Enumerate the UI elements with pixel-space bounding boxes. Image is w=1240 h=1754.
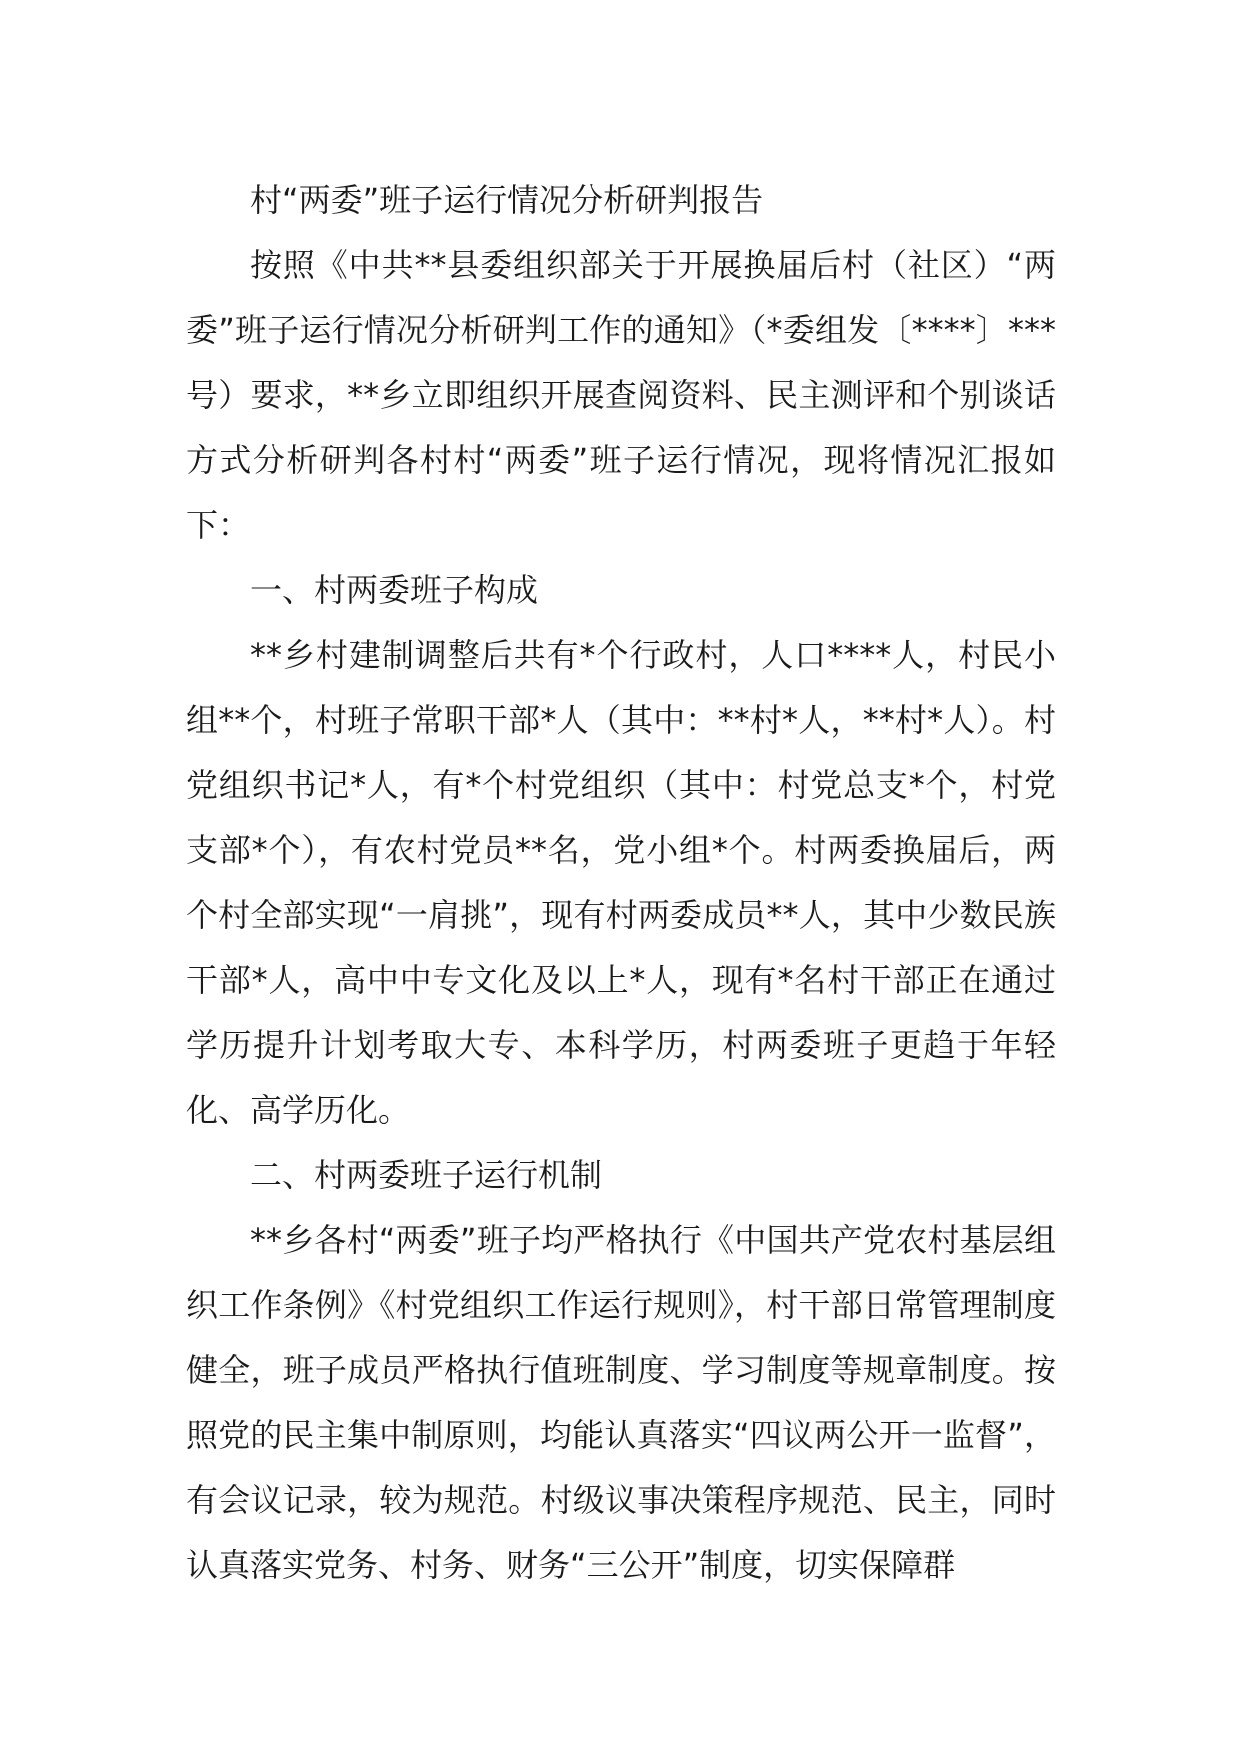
document-title: 村“两委”班子运行情况分析研判报告: [250, 181, 764, 219]
document-body: [186, 168, 1056, 1598]
section-heading-composition: 一、村两委班子构成: [250, 571, 539, 609]
intro-paragraph: 按照《中共**县委组织部关于开展换届后村（社区）“两委”班子运行情况分析研判工作的通知》（*委组发〔****〕***号）要求，**乡立即组织开展查阅资料、民主测评和个别谈话方式分析研判各村村“两委”班子运行情况，现将情况汇报如下：: [186, 246, 1056, 544]
mechanism-paragraph: **乡各村“两委”班子均严格执行《中国共产党农村基层组织工作条例》《村党组织工作运行规则》，村干部日常管理制度健全，班子成员严格执行值班制度、学习制度等规章制度。按照党的民主集中制原则，均能认真落实“四议两公开一监督”，有会议记录，较为规范。村级议事决策程序规范、民主，同时认真落实党务、村务、财务“三公开”制度，切实保障群: [186, 1221, 1056, 1584]
composition-paragraph: **乡村建制调整后共有*个行政村，人口****人，村民小组**个，村班子常职干部*人（其中：**村*人，**村*人）。村党组织书记*人，有*个村党组织（其中：村党总支*个，村党支部*个），有农村党员**名，党小组*个。村两委换届后，两个村全部实现“一肩挑”，现有村两委成员**人，其中少数民族干部*人，高中中专文化及以上*人，现有*名村干部正在通过学历提升计划考取大专、本科学历，村两委班子更趋于年轻化、高学历化。: [186, 636, 1056, 1129]
section-heading-mechanism: 二、村两委班子运行机制: [250, 1156, 603, 1194]
